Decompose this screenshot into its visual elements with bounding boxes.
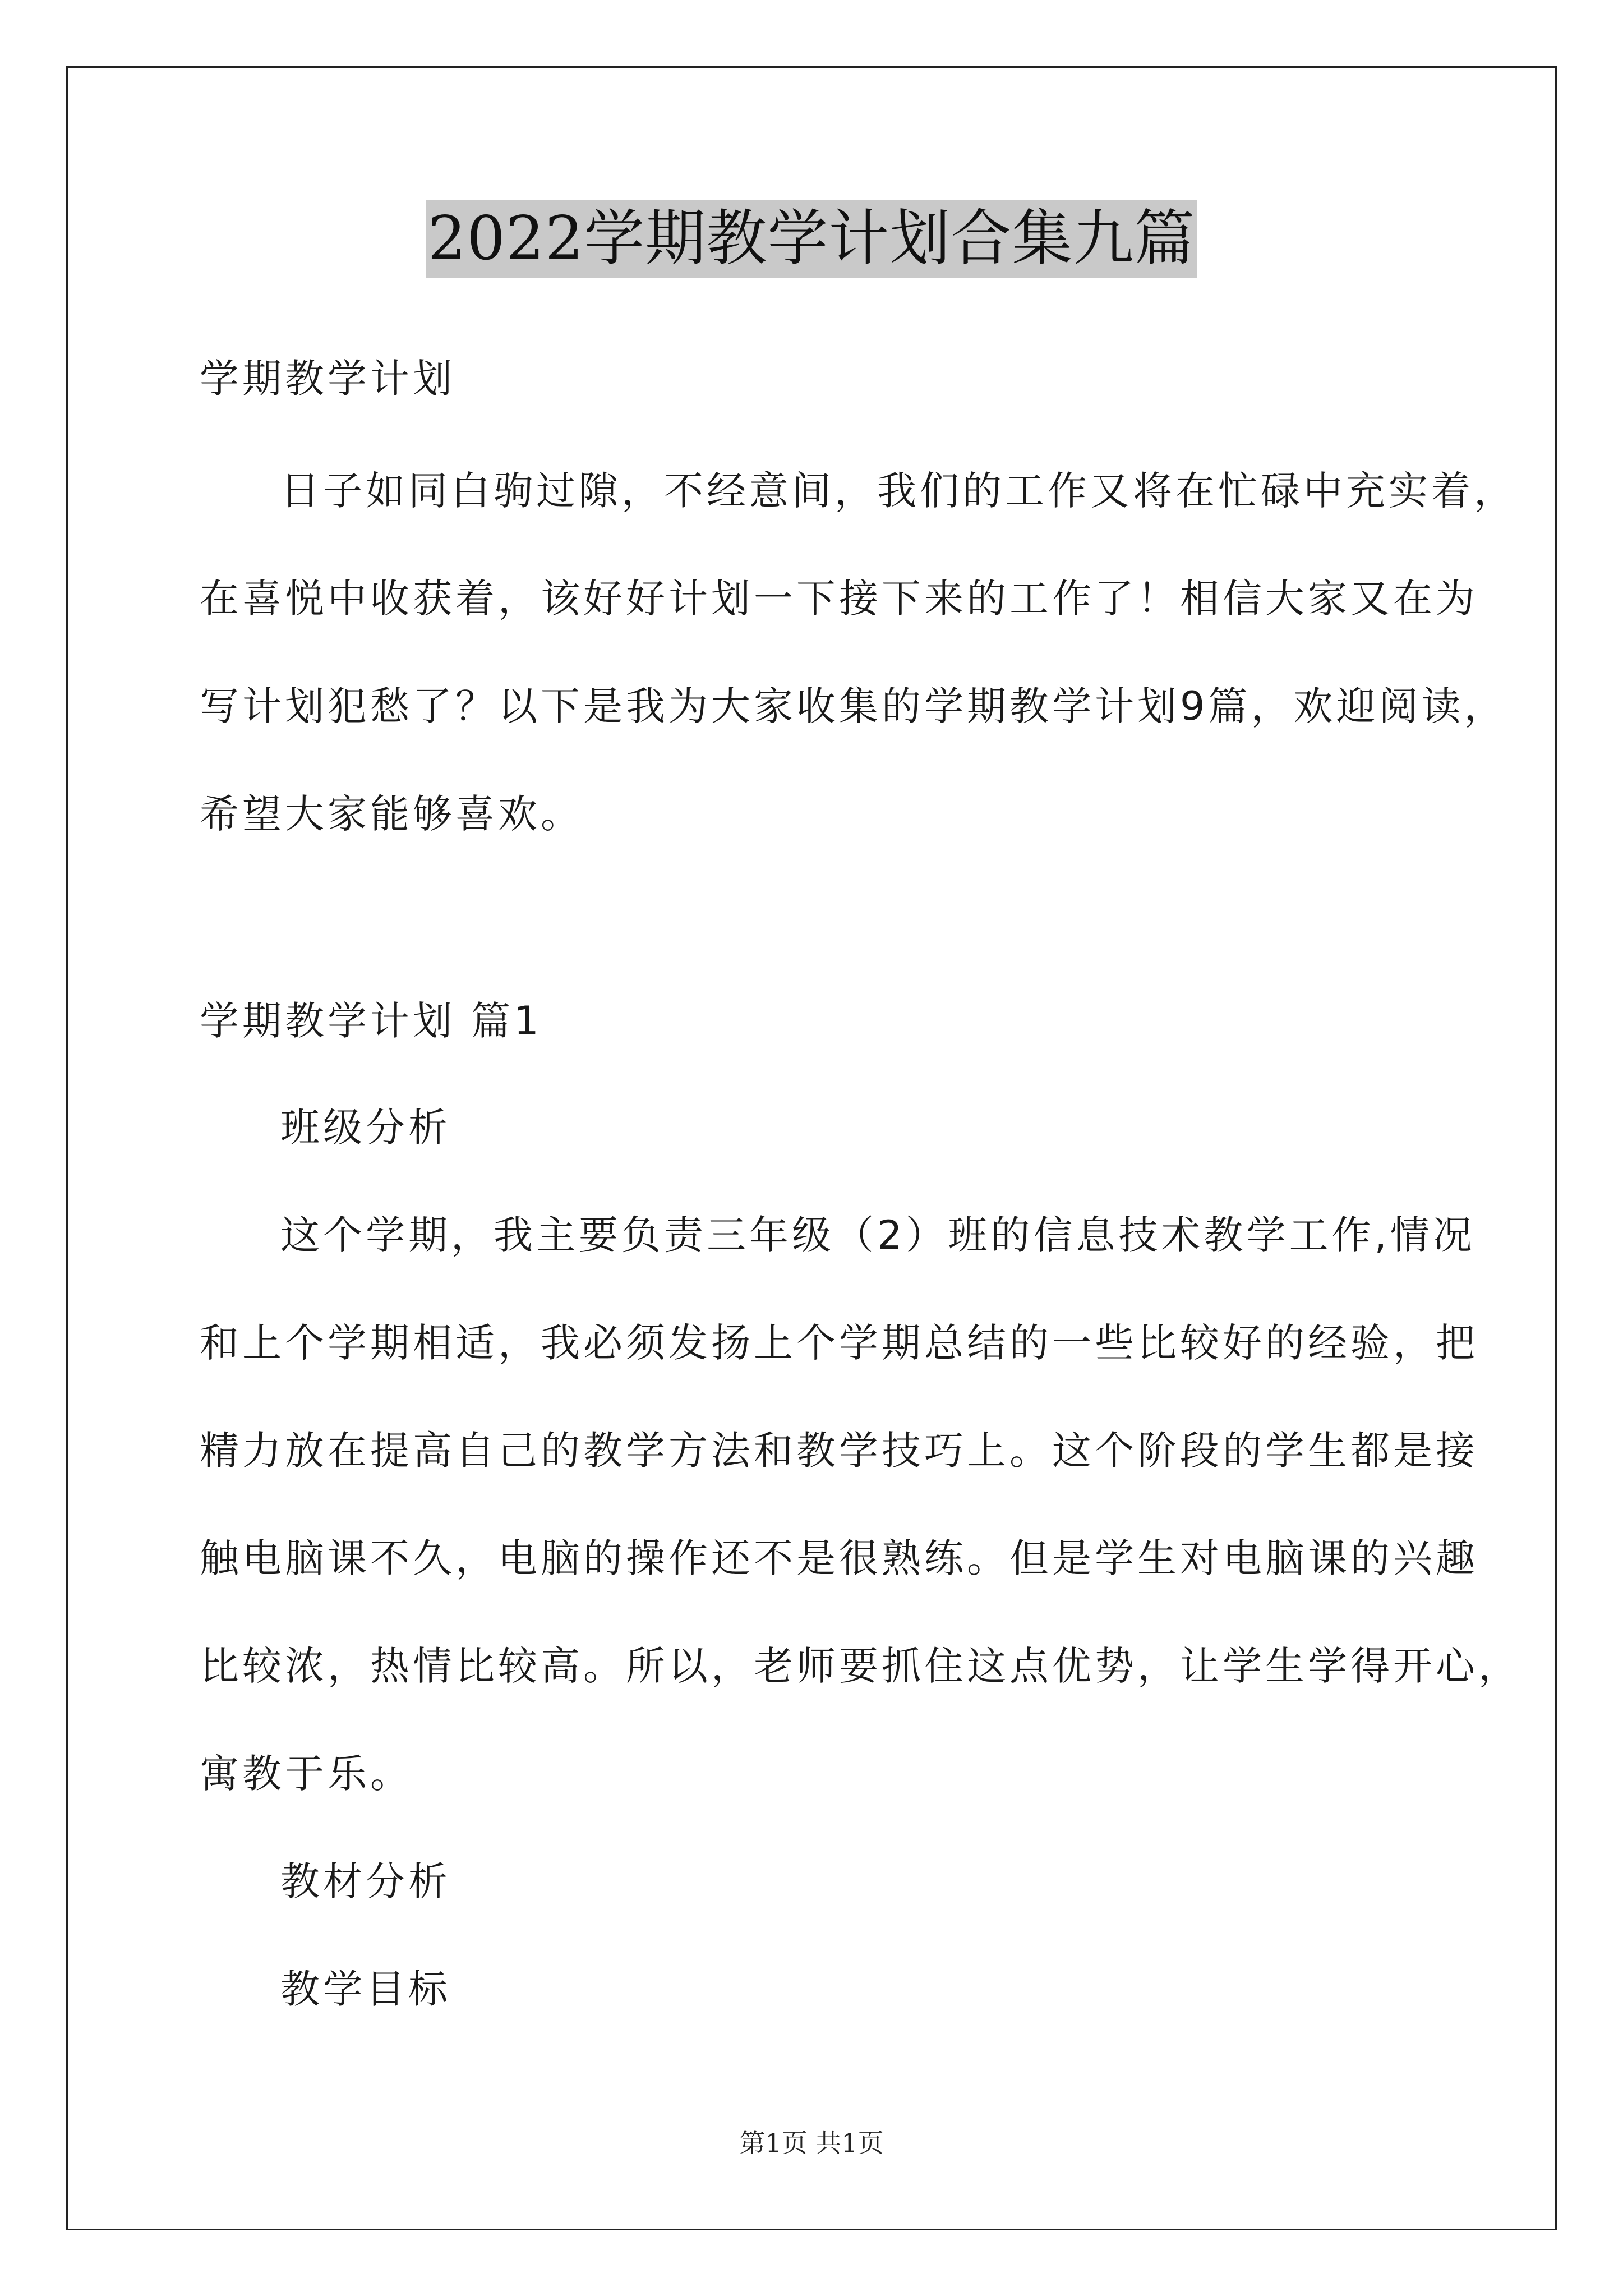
heading-text: 学期教学计划 [200,356,455,402]
intro-line-1: 日子如同白驹过隙，不经意间，我们的工作又将在忙碌中充实着， [280,468,1516,514]
class-line-6: 寓教于乐。 [200,1751,413,1797]
title-container [0,200,1623,278]
intro-line-2: 在喜悦中收获着，该好好计划一下接下来的工作了！相信大家又在为 [200,576,1478,622]
subheading-teaching-goal: 教学目标 [280,1966,451,2012]
section-heading: 学期教学计划 篇1 [200,998,542,1044]
class-line-4: 触电脑课不久，电脑的操作还不是很熟练。但是学生对电脑课的兴趣 [200,1535,1478,1581]
page-footer: 第1页 共1页 [739,2128,884,2158]
intro-line-3: 写计划犯愁了？以下是我为大家收集的学期教学计划9篇，欢迎阅读， [200,683,1507,729]
class-line-5: 比较浓，热情比较高。所以，老师要抓住这点优势，让学生学得开心， [200,1643,1521,1689]
class-line-1: 这个学期，我主要负责三年级（2）班的信息技术教学工作,情况 [280,1212,1476,1258]
document-title: 2022学期教学计划合集九篇 [426,200,1198,278]
subheading-class-analysis: 班级分析 [280,1105,451,1151]
intro-line-4: 希望大家能够喜欢。 [200,791,583,837]
subheading-material-analysis: 教材分析 [280,1858,451,1904]
class-line-3: 精力放在提高自己的教学方法和教学技巧上。这个阶段的学生都是接 [200,1428,1478,1474]
class-line-2: 和上个学期相适，我必须发扬上个学期总结的一些比较好的经验，把 [200,1320,1478,1366]
